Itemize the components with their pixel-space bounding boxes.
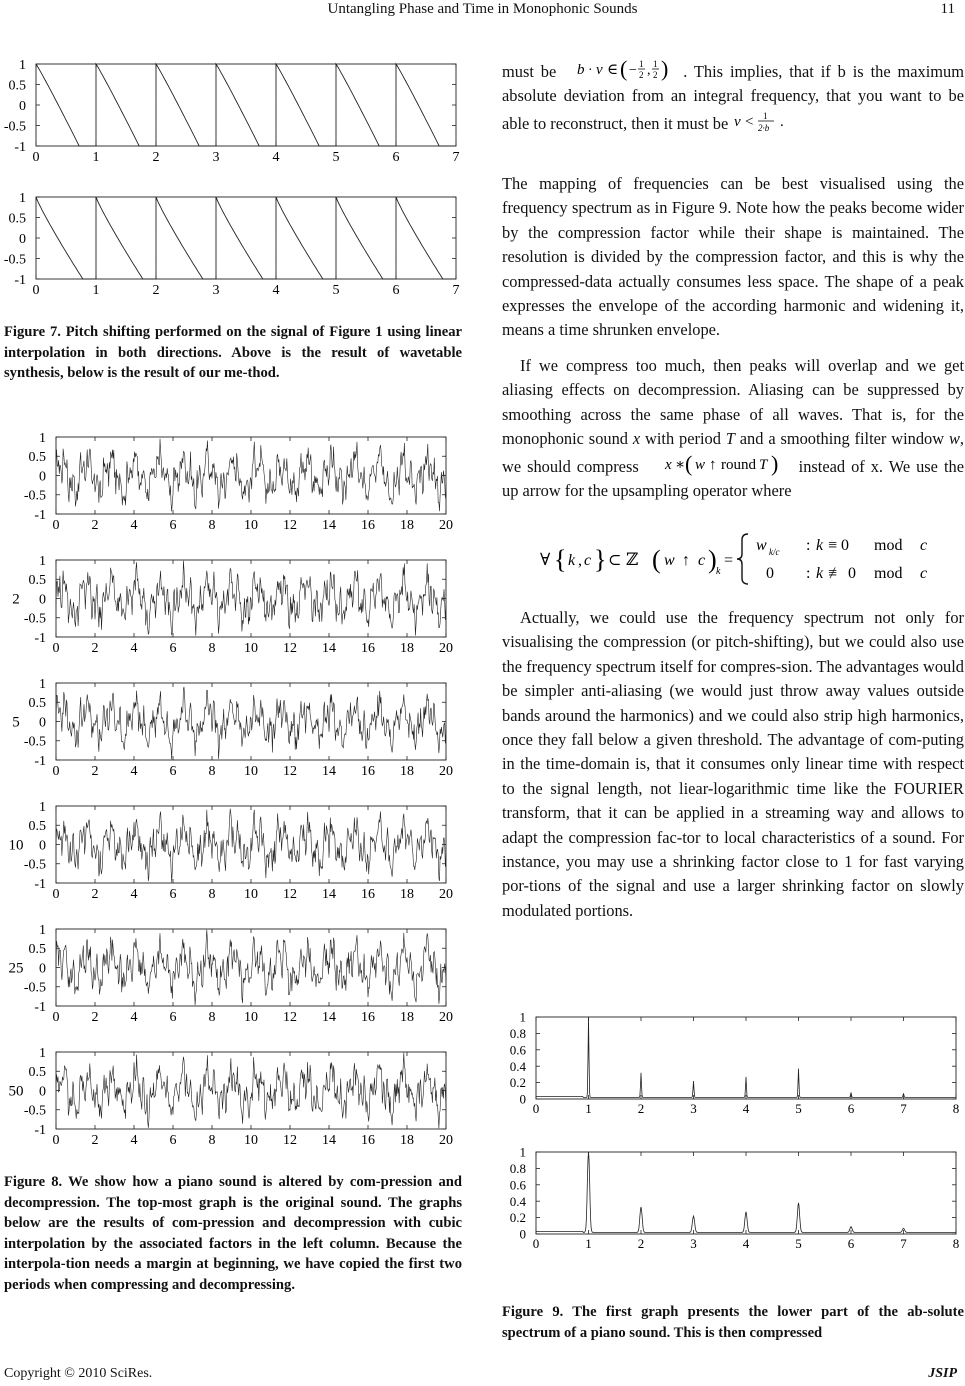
inline-formula-v-bound [732, 109, 792, 131]
figure-9-caption: Figure 9. The first graph presents the lower part of the ab-solute spectrum of a piano sound. This is then compressed [502, 1304, 964, 1341]
figure-8-plots [0, 425, 470, 1167]
x-tick-label: 18 [400, 764, 414, 779]
svg-text:≢ 0: ≢ 0 [828, 565, 856, 582]
spectrum-line [536, 1152, 956, 1232]
y-tick-label: 0 [39, 838, 46, 854]
signal-line [56, 930, 446, 1005]
paragraph-4: Actually, we could use the frequency spectrum not only for visualising the compression (or pitch-shifting), but we could also use the frequency spectrum itself for compres-sion. The advantages would be simpler anti-aliasing (we would just throw away values outside bands around the harmonics) and we could also strip high harmonics, once they fall below a given threshold. The advantage of com-puting in the time-domain is, that it consumes only linear time with respect to the signal length, not liear-logarithmic time like the FOURIER transform, that it can be applied in a streaming way and allows to adapt the compression fac-tor to local characteristics of a sound. For instance, you may use a shrinking factor close to 1 for fast varying por-tions of the signal and use a larger shrinking factor on slowly modulated portions. [502, 608, 964, 920]
svg-text:(: ( [620, 57, 628, 81]
x-tick-label: 2 [91, 1133, 99, 1148]
compression-factor-label: 5 [12, 714, 20, 731]
svg-text:·: · [588, 63, 593, 78]
svg-text:x: x [664, 456, 672, 473]
x-tick-label: 0 [52, 641, 60, 656]
x-tick-label: 2 [91, 641, 99, 656]
signal-line [56, 1053, 446, 1128]
x-tick-label: 16 [361, 764, 375, 779]
x-tick-label: 8 [952, 1236, 960, 1251]
x-tick-label: 0 [32, 283, 40, 298]
x-tick-label: 8 [208, 1010, 216, 1025]
y-tick-label: 0.2 [509, 1075, 526, 1091]
x-tick-label: 10 [244, 1133, 258, 1148]
x-tick-label: 7 [900, 1236, 907, 1251]
x-tick-label: 0 [52, 1133, 60, 1148]
paragraph-3-text-d: , we should compress [502, 429, 964, 476]
y-tick-label: 1 [19, 190, 26, 206]
y-tick-label: -1 [34, 876, 46, 892]
x-tick-label: 2 [91, 518, 99, 533]
svg-text:): ) [770, 451, 779, 476]
plot-frame [36, 197, 456, 279]
x-tick-label: 0 [532, 1236, 540, 1251]
x-tick-label: 4 [130, 1010, 138, 1025]
y-tick-label: 1 [519, 1009, 526, 1025]
x-tick-label: 2 [91, 764, 99, 779]
plot-frame [36, 64, 456, 146]
y-tick-label: 0.4 [509, 1193, 526, 1209]
y-tick-label: -0.5 [3, 119, 26, 135]
y-tick-label: 0.5 [28, 819, 46, 835]
footer-copyright: Copyright © 2010 SciRes. [4, 1366, 153, 1381]
y-tick-label: 1 [39, 430, 46, 446]
svg-text:b: b [577, 62, 585, 78]
x-tick-label: 6 [392, 150, 400, 165]
svg-text:k: k [568, 552, 576, 569]
x-tick-label: 20 [439, 1133, 453, 1148]
y-tick-label: 0.5 [28, 1065, 46, 1081]
svg-text:T: T [758, 456, 768, 473]
svg-text:1: 1 [653, 59, 658, 69]
y-tick-label: 0 [39, 1084, 46, 1100]
svg-text:k/c: k/c [769, 547, 780, 557]
signal-line [56, 809, 446, 883]
svg-text:0: 0 [766, 565, 774, 582]
svg-text:{: { [554, 545, 567, 574]
signal-line [56, 561, 446, 636]
x-tick-label: 6 [169, 641, 177, 656]
svg-text:v: v [734, 113, 742, 130]
x-tick-label: 20 [439, 764, 453, 779]
y-tick-label: 0.8 [509, 1160, 526, 1176]
x-tick-label: 14 [322, 1010, 336, 1025]
y-tick-label: -0.5 [23, 980, 46, 996]
x-tick-label: 18 [400, 1133, 414, 1148]
x-tick-label: 16 [361, 1010, 375, 1025]
svg-text:2·b: 2·b [758, 122, 770, 133]
x-tick-label: 16 [361, 1133, 375, 1148]
svg-text:.: . [780, 113, 785, 130]
x-tick-label: 5 [332, 150, 340, 165]
formula-upsampling [502, 528, 964, 590]
y-tick-label: 1 [39, 676, 46, 692]
svg-text:): ) [708, 545, 717, 574]
formula-bv-svg [563, 57, 683, 81]
x-tick-label: 1 [585, 1101, 592, 1116]
plot-frame [56, 929, 446, 1006]
svg-text::: : [806, 565, 811, 582]
x-tick-label: 12 [283, 518, 297, 533]
x-tick-label: 4 [130, 1133, 138, 1148]
y-tick-label: 0 [39, 592, 46, 608]
y-tick-label: 0 [519, 1091, 526, 1107]
inline-formula-bv [563, 57, 683, 81]
x-tick-label: 18 [400, 1010, 414, 1025]
plot-frame [536, 1152, 956, 1234]
svg-text:2: 2 [653, 70, 658, 80]
y-tick-label: -1 [14, 272, 26, 288]
svg-text:1: 1 [639, 59, 644, 69]
x-tick-label: 6 [169, 764, 177, 779]
compression-factor-label: 2 [12, 591, 20, 608]
signal-line [36, 64, 456, 146]
svg-text:c: c [920, 565, 928, 582]
y-tick-label: -0.5 [23, 857, 46, 873]
x-tick-label: 4 [742, 1236, 750, 1251]
x-tick-label: 5 [332, 283, 340, 298]
svg-text:⊂: ⊂ [608, 552, 622, 569]
svg-text:ℤ: ℤ [626, 550, 639, 569]
y-tick-label: 0.2 [509, 1210, 526, 1226]
y-tick-label: 0 [39, 961, 46, 977]
paragraph-2: The mapping of frequencies can be best visualised using the frequency spectrum as in Figure 9. Note how the peaks become wider by the compression factor while their shape is maintained. The resolution is divided by the compression factor, and this is why the compressed-data actually consumes less space. The shape of a peak expresses the envelope of the according harmonic and widening it, means a time shrunken envelope. [502, 174, 964, 340]
x-tick-label: 5 [795, 1101, 802, 1116]
x-tick-label: 0 [52, 1010, 60, 1025]
x-tick-label: 3 [212, 283, 220, 298]
page-number: 11 [940, 1, 955, 17]
svg-text:1: 1 [763, 110, 768, 121]
x-tick-label: 0 [532, 1101, 540, 1116]
figure-9-plots [490, 1005, 965, 1275]
plot-panel [4, 191, 460, 298]
svg-text:=: = [724, 552, 734, 569]
y-tick-label: 0.8 [509, 1025, 526, 1041]
svg-text:k: k [716, 566, 721, 577]
x-tick-label: 7 [452, 150, 460, 165]
math-x: x [632, 429, 641, 449]
y-tick-label: -1 [34, 999, 46, 1015]
x-tick-label: 16 [361, 641, 375, 656]
page-header [0, 0, 965, 28]
y-tick-label: -0.5 [23, 1103, 46, 1119]
y-tick-label: 0.5 [28, 573, 46, 589]
x-tick-label: 14 [322, 764, 336, 779]
x-tick-label: 20 [439, 1010, 453, 1025]
paragraph-3-text-b: with period [645, 429, 721, 449]
x-tick-label: 10 [244, 764, 258, 779]
y-tick-label: -1 [34, 630, 46, 646]
math-w: w [948, 429, 960, 449]
x-tick-label: 2 [152, 150, 160, 165]
running-title: Untangling Phase and Time in Monophonic Sounds [327, 1, 638, 17]
y-tick-label: -0.5 [23, 488, 46, 504]
signal-line [56, 687, 446, 759]
svg-text:v: v [596, 62, 603, 78]
x-tick-label: 14 [322, 641, 336, 656]
x-tick-label: 12 [283, 641, 297, 656]
x-tick-label: 2 [91, 887, 99, 902]
compression-factor-label: 50 [8, 1083, 24, 1100]
x-tick-label: 10 [244, 887, 258, 902]
x-tick-label: 7 [452, 283, 460, 298]
x-tick-label: 1 [585, 1236, 592, 1251]
must-be-text: must be [502, 62, 557, 81]
svg-text:c: c [698, 552, 706, 569]
y-tick-label: 0.5 [8, 78, 26, 94]
figure-7-caption: Figure 7. Pitch shifting performed on the signal of Figure 1 using linear interpolation in both directions. Above is the result of wavetable synthesis, below is the result of our me-thod. [4, 324, 462, 381]
x-tick-label: 4 [130, 518, 138, 533]
x-tick-label: 2 [152, 283, 160, 298]
svg-text:2: 2 [639, 70, 644, 80]
paragraph-3-text-e: instead of x. We use the up arrow for the upsampling operator where [502, 456, 964, 501]
plot-panel [12, 677, 453, 779]
x-tick-label: 3 [212, 150, 220, 165]
y-tick-label: 1 [39, 553, 46, 569]
x-tick-label: 8 [952, 1101, 960, 1116]
x-tick-label: 12 [283, 1133, 297, 1148]
svg-text:,: , [578, 552, 582, 569]
y-tick-label: 0.5 [28, 450, 46, 466]
x-tick-label: 4 [272, 283, 280, 298]
svg-text:↑: ↑ [682, 552, 690, 569]
paragraph-3-text-c: and a smoothing filter window [739, 429, 945, 449]
y-tick-label: 0.5 [28, 696, 46, 712]
y-tick-label: 0.5 [28, 942, 46, 958]
compression-factor-label: 25 [8, 960, 24, 977]
math-T: T [725, 429, 735, 449]
x-tick-label: 6 [392, 283, 400, 298]
svg-text:(: ( [652, 545, 661, 574]
svg-text:): ) [661, 57, 669, 81]
x-tick-label: 12 [283, 764, 297, 779]
x-tick-label: 12 [283, 887, 297, 902]
x-tick-label: 6 [847, 1236, 855, 1251]
y-tick-label: 1 [519, 1144, 526, 1160]
x-tick-label: 8 [208, 764, 216, 779]
x-tick-label: 5 [795, 1236, 802, 1251]
y-tick-label: -0.5 [23, 734, 46, 750]
y-tick-label: 0 [519, 1226, 526, 1242]
y-tick-label: 1 [39, 922, 46, 938]
y-tick-label: -1 [34, 1122, 46, 1138]
x-tick-label: 20 [439, 518, 453, 533]
footer-journal: JSIP [928, 1366, 957, 1381]
y-tick-label: 0 [19, 98, 26, 114]
svg-text:≡ 0: ≡ 0 [828, 537, 850, 554]
x-tick-label: 18 [400, 518, 414, 533]
plot-panel [9, 1046, 454, 1148]
y-tick-label: 0 [39, 469, 46, 485]
svg-text:round: round [720, 456, 756, 473]
plot-panel [510, 1010, 960, 1116]
x-tick-label: 14 [322, 1133, 336, 1148]
x-tick-label: 6 [169, 1133, 177, 1148]
figure-8-caption: Figure 8. We show how a piano sound is altered by com-pression and decompression. The top-most graph is the original sound. The graphs below are the results of com-pression and decompression with cubic interpolation by the associated factors in the left column. Because the interpola-tion needs a margin at beginning, we have copied the first two periods when compressing and decompressing. [4, 1174, 462, 1293]
svg-text:}: } [594, 545, 607, 574]
y-tick-label: -1 [34, 507, 46, 523]
svg-text:∀: ∀ [540, 550, 551, 569]
x-tick-label: 16 [361, 887, 375, 902]
x-tick-label: 10 [244, 518, 258, 533]
x-tick-label: 8 [208, 641, 216, 656]
x-tick-label: 6 [169, 1010, 177, 1025]
signal-line [56, 439, 446, 512]
x-tick-label: 18 [400, 641, 414, 656]
x-tick-label: 1 [92, 150, 100, 165]
x-tick-label: 12 [283, 1010, 297, 1025]
x-tick-label: 2 [637, 1236, 645, 1251]
svg-text:∈: ∈ [607, 62, 619, 78]
x-tick-label: 14 [322, 518, 336, 533]
figure-7-plots [0, 50, 470, 320]
paragraph-3 [502, 354, 964, 503]
plot-panel [4, 58, 460, 165]
y-tick-label: 0.4 [509, 1058, 526, 1074]
x-tick-label: 7 [900, 1101, 907, 1116]
y-tick-label: 0.6 [509, 1042, 526, 1058]
svg-text:mod: mod [874, 537, 903, 554]
x-tick-label: 16 [361, 518, 375, 533]
formula-v-svg [732, 109, 792, 135]
x-tick-label: 0 [32, 150, 40, 165]
plot-panel [510, 1145, 960, 1251]
x-tick-label: 20 [439, 887, 453, 902]
y-tick-label: 1 [19, 57, 26, 73]
paragraph-3-text-a: If we compress too much, then peaks will overlap and we get aliasing effects on decompression. Aliasing can be suppressed by smoothing across the same phase of all waves. That is, for the monophonic sound [502, 356, 964, 449]
x-tick-label: 10 [244, 1010, 258, 1025]
y-tick-label: -1 [14, 139, 26, 155]
svg-text:w: w [694, 456, 705, 473]
x-tick-label: 8 [208, 1133, 216, 1148]
x-tick-label: 20 [439, 641, 453, 656]
compression-factor-label: 10 [8, 837, 24, 854]
svg-text:,: , [647, 63, 651, 78]
x-tick-label: 2 [91, 1010, 99, 1025]
x-tick-label: 18 [400, 887, 414, 902]
signal-line [36, 197, 456, 279]
plot-panel [9, 800, 454, 902]
plot-panel [9, 923, 454, 1025]
svg-text:c: c [920, 537, 928, 554]
formula-compress-svg [663, 452, 811, 476]
y-tick-label: 0.6 [509, 1177, 526, 1193]
x-tick-label: 4 [130, 764, 138, 779]
svg-text:<: < [745, 113, 754, 130]
x-tick-label: 10 [244, 641, 258, 656]
y-tick-label: 0.5 [8, 211, 26, 227]
y-tick-label: 1 [39, 1045, 46, 1061]
svg-text:k: k [816, 537, 824, 554]
svg-text:(: ( [684, 451, 693, 476]
x-tick-label: 4 [272, 150, 280, 165]
x-tick-label: 4 [130, 887, 138, 902]
x-tick-label: 6 [169, 518, 177, 533]
plot-frame [536, 1017, 956, 1099]
spectrum-line [536, 1017, 956, 1097]
x-tick-label: 8 [208, 887, 216, 902]
y-tick-label: 0 [39, 715, 46, 731]
plot-panel [12, 554, 453, 656]
svg-text:c: c [584, 552, 592, 569]
x-tick-label: 4 [742, 1101, 750, 1116]
svg-text:w: w [756, 537, 767, 554]
plot-frame [56, 1052, 446, 1129]
svg-text:−: − [629, 63, 638, 78]
inline-formula-compress [645, 451, 793, 476]
svg-text:↑: ↑ [708, 456, 717, 473]
x-tick-label: 1 [92, 283, 100, 298]
y-tick-label: -0.5 [23, 611, 46, 627]
paragraph-1-rest: . This implies, that if b is the maximum absolute deviation from an integral frequency, that you want to be able to reconstruct, then it must be [502, 62, 964, 133]
y-tick-label: 1 [39, 799, 46, 815]
x-tick-label: 14 [322, 887, 336, 902]
x-tick-label: 8 [208, 518, 216, 533]
x-tick-label: 3 [690, 1101, 697, 1116]
paragraph-1 [502, 57, 964, 136]
x-tick-label: 6 [169, 887, 177, 902]
x-tick-label: 0 [52, 887, 60, 902]
svg-text:w: w [664, 552, 675, 569]
x-tick-label: 2 [637, 1101, 645, 1116]
svg-text::: : [806, 537, 811, 554]
svg-text:k: k [816, 565, 824, 582]
y-tick-label: 0 [19, 231, 26, 247]
x-tick-label: 4 [130, 641, 138, 656]
x-tick-label: 3 [690, 1236, 697, 1251]
svg-text:∗: ∗ [674, 456, 685, 473]
plot-panel [24, 431, 453, 533]
y-tick-label: -1 [34, 753, 46, 769]
x-tick-label: 0 [52, 764, 60, 779]
x-tick-label: 6 [847, 1101, 855, 1116]
svg-text:mod: mod [874, 565, 903, 582]
x-tick-label: 0 [52, 518, 60, 533]
y-tick-label: -0.5 [3, 252, 26, 268]
